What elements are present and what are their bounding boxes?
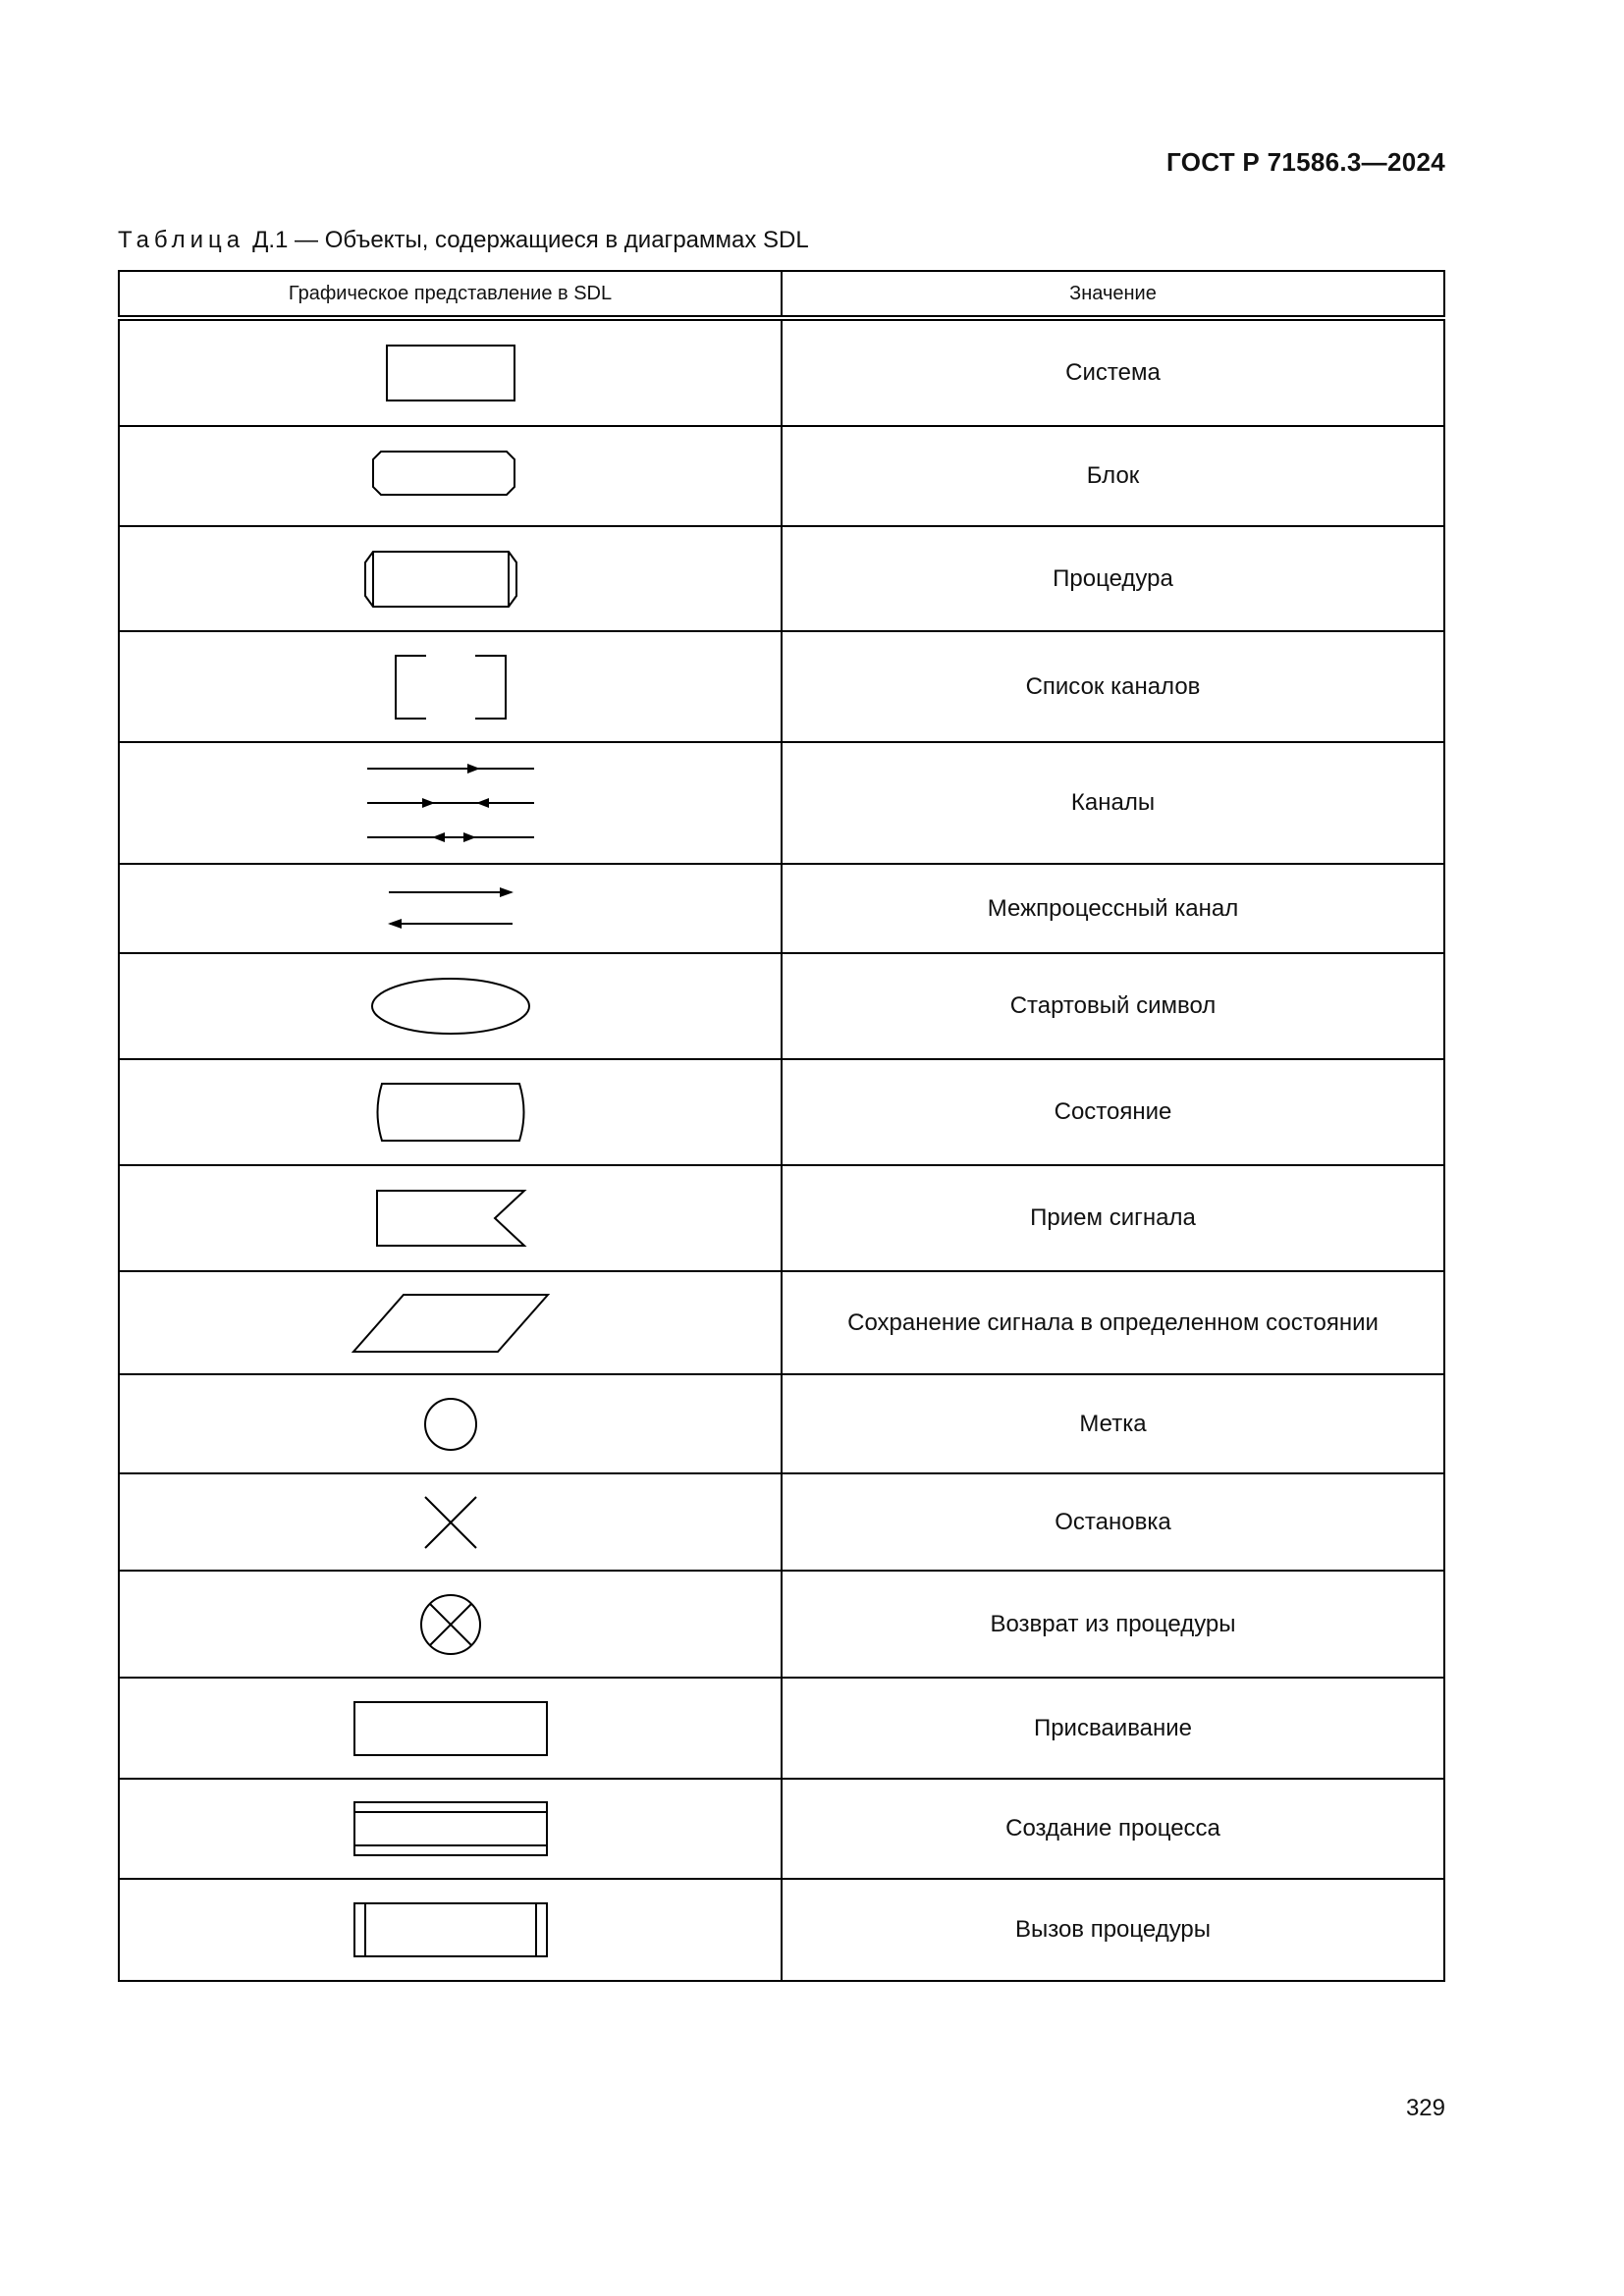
save-signal-symbol-icon xyxy=(323,1284,578,1362)
block-symbol-icon xyxy=(323,437,578,515)
system-symbol-icon xyxy=(323,334,578,412)
row-meaning: Вызов процедуры xyxy=(782,1879,1444,1981)
row-meaning: Создание процесса xyxy=(782,1779,1444,1879)
start-symbol-icon xyxy=(323,967,578,1045)
assignment-symbol-icon xyxy=(323,1689,578,1768)
state-symbol-icon xyxy=(323,1073,578,1151)
table-row xyxy=(119,1879,1444,1981)
table-row xyxy=(119,631,1444,742)
table-header-row xyxy=(119,271,1444,318)
table-row xyxy=(119,1678,1444,1779)
table-row xyxy=(119,1271,1444,1374)
table-row xyxy=(119,1779,1444,1879)
row-meaning: Блок xyxy=(782,426,1444,526)
label-symbol-icon xyxy=(323,1385,578,1464)
process-create-symbol-icon xyxy=(323,1789,578,1868)
row-meaning: Состояние xyxy=(782,1059,1444,1165)
table-caption-label: Таблица xyxy=(118,227,245,253)
row-meaning: Прием сигнала xyxy=(782,1165,1444,1271)
row-meaning: Процедура xyxy=(782,526,1444,631)
row-meaning: Присваивание xyxy=(782,1678,1444,1779)
row-meaning: Метка xyxy=(782,1374,1444,1473)
standard-code: ГОСТ Р 71586.3—2024 xyxy=(1166,147,1445,177)
table-row xyxy=(119,1059,1444,1165)
table-row xyxy=(119,1473,1444,1571)
table-caption-text: Д.1 — Объекты, содержащиеся в диаграммах SDL xyxy=(252,227,809,253)
column-header-graphic: Графическое представление в SDL xyxy=(119,271,782,318)
table-row xyxy=(119,526,1444,631)
row-meaning: Остановка xyxy=(782,1473,1444,1571)
channel-list-symbol-icon xyxy=(323,648,578,726)
row-meaning: Система xyxy=(782,318,1444,426)
table-row xyxy=(119,1165,1444,1271)
signal-input-symbol-icon xyxy=(323,1179,578,1257)
table-row xyxy=(119,864,1444,953)
stop-symbol-icon xyxy=(323,1483,578,1562)
column-header-meaning: Значение xyxy=(782,271,1444,318)
row-meaning: Межпроцессный канал xyxy=(782,864,1444,953)
row-meaning: Список каналов xyxy=(782,631,1444,742)
row-meaning: Каналы xyxy=(782,742,1444,864)
sdl-objects-table xyxy=(118,270,1445,1982)
table-row xyxy=(119,953,1444,1059)
row-meaning: Сохранение сигнала в определенном состоянии xyxy=(782,1271,1444,1374)
channels-symbol-icon xyxy=(323,754,578,852)
table-row xyxy=(119,1571,1444,1678)
row-meaning: Возврат из процедуры xyxy=(782,1571,1444,1678)
table-row xyxy=(119,318,1444,426)
procedure-return-symbol-icon xyxy=(323,1585,578,1664)
table-row xyxy=(119,426,1444,526)
page-number: 329 xyxy=(1405,2095,1445,2121)
procedure-symbol-icon xyxy=(323,540,578,618)
interprocess-channel-symbol-icon xyxy=(323,875,578,943)
table-caption xyxy=(118,227,809,254)
table-row xyxy=(119,1374,1444,1473)
table-row xyxy=(119,742,1444,864)
procedure-call-symbol-icon xyxy=(323,1891,578,1969)
row-meaning: Стартовый символ xyxy=(782,953,1444,1059)
